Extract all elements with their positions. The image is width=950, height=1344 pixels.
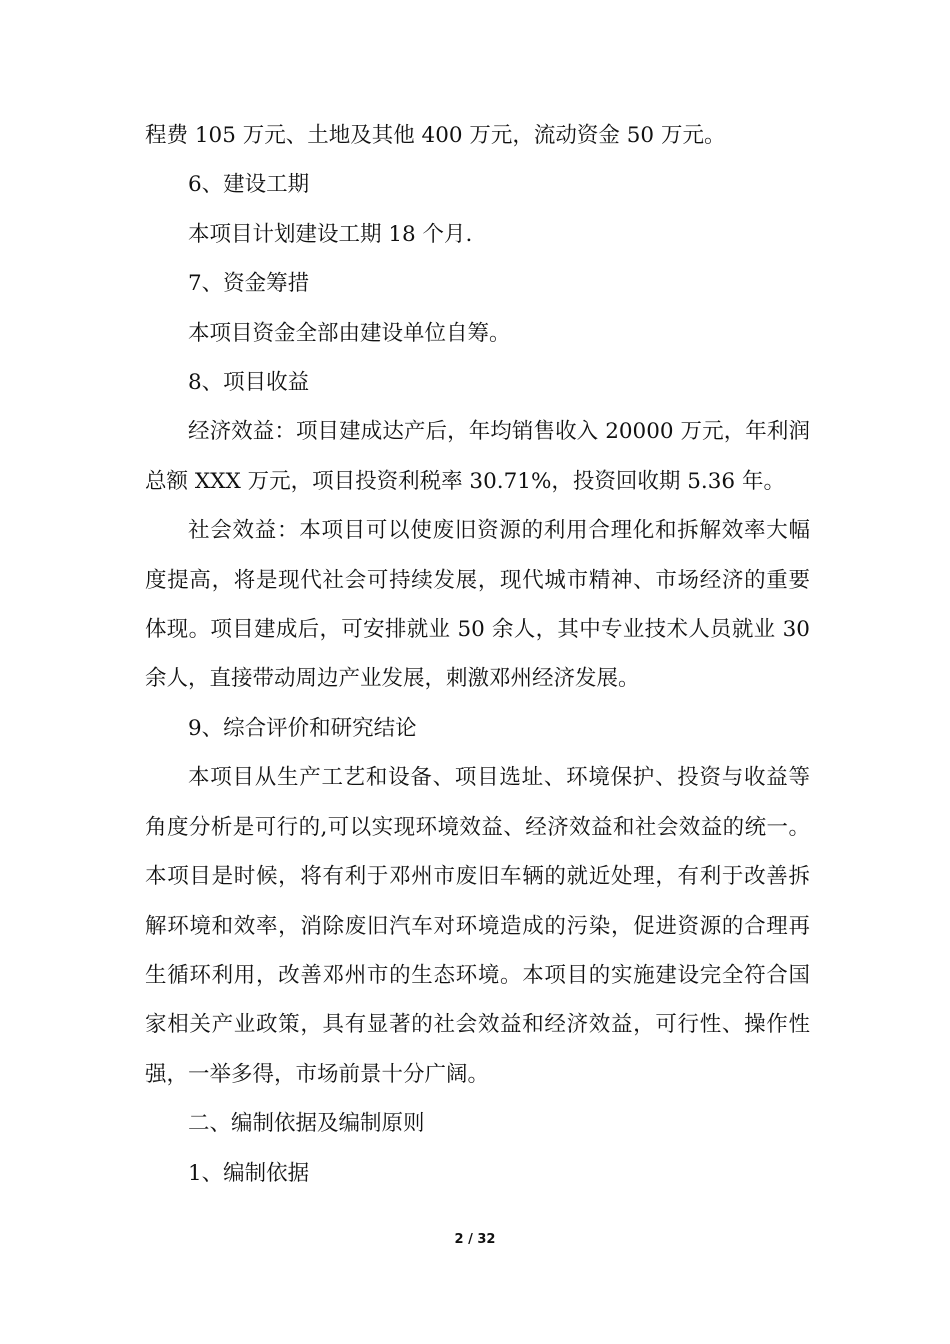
heading-basis-principles: 二、编制依据及编制原则 [188,1111,425,1137]
paragraph-continuation: 程费 105 万元、土地及其他 400 万元，流动资金 50 万元。 [145,123,726,148]
paragraph-economic-benefit: 经济效益：项目建成达产后，年均销售收入 20000 万元，年利润总额 XXX 万元，项目投资利税率 30.71%，投资回收期 5.36 年。 [145,419,810,494]
heading-basis: 1、编制依据 [188,1160,310,1186]
paragraph-evaluation-conclusion: 本项目从生产工艺和设备、项目选址、环境保护、投资与收益等角度分析是可行的,可以实现环境效益、经济效益和社会效益的统一。本项目是时候，将有利于邓州市废旧车辆的就近处理，有利于改善拆解环境和效率，消除废旧汽车对环境造成的污染，促进资源的合理再生循环利用，改善邓州市的生态环境。本项目的实施建设完全符合国家相关产业政策，具有显著的社会效益和经济效益，可行性、操作性强，一举多得，市场前景十分广阔。 [145,765,810,1087]
heading-evaluation-conclusion: 9、综合评价和研究结论 [188,715,417,741]
paragraph-social-benefit: 社会效益：本项目可以使废旧资源的利用合理化和拆解效率大幅度提高，将是现代社会可持续发展，现代城市精神、市场经济的重要体现。项目建成后，可安排就业 50 余人，其中专业技术人员就业 30 余人，直接带动周边产业发展，刺激邓州经济发展。 [145,518,810,692]
document-body [145,111,810,1198]
paragraph-construction-period: 本项目计划建设工期 18 个月. [188,221,473,247]
heading-project-returns: 8、项目收益 [188,370,310,396]
heading-construction-period: 6、建设工期 [188,172,310,198]
paragraph-funding: 本项目资金全部由建设单位自筹。 [188,320,511,346]
page-number: 2 / 32 [454,1232,496,1247]
heading-funding: 7、资金筹措 [188,271,310,297]
